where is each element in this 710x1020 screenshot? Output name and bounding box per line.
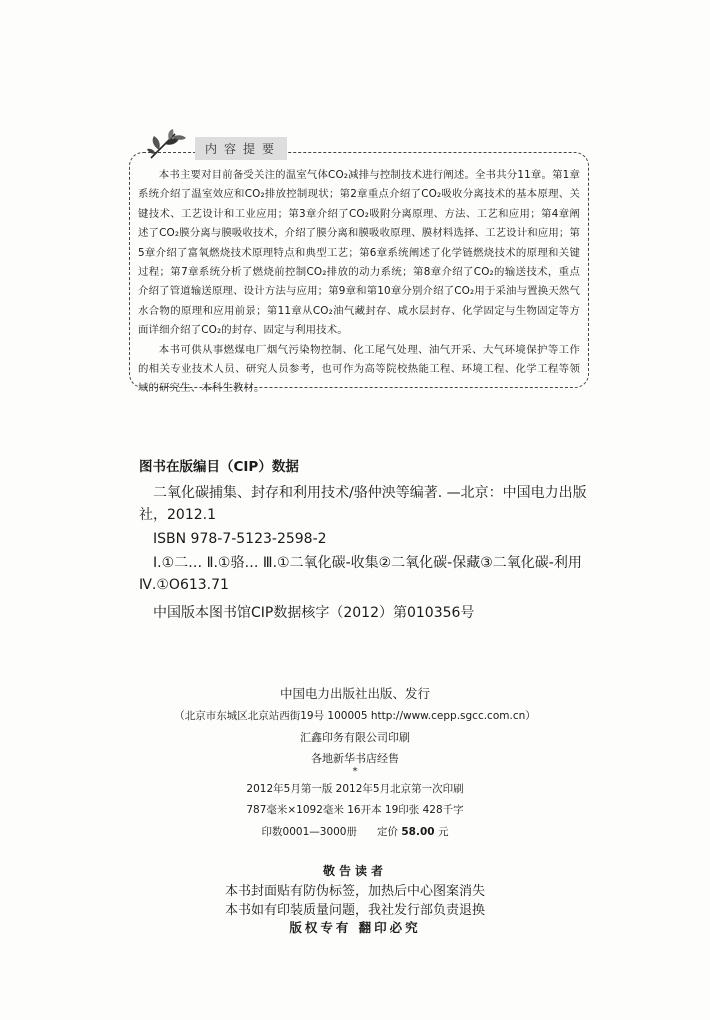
- rights-notice: 版权专有 翻印必究: [289, 920, 421, 935]
- summary-header: [145, 128, 287, 162]
- price-label: 定价: [377, 826, 399, 838]
- notice-line-2: 本书如有印装质量问题，我社发行部负责退换: [224, 903, 485, 918]
- print-run-and-price: [0, 824, 710, 839]
- format-specs: 787毫米×1092毫米 16开本 19印张 428千字: [246, 804, 464, 816]
- separator-star: *: [352, 766, 358, 777]
- price-unit: 元: [437, 826, 449, 838]
- cip-classification: Ⅰ.①二… Ⅱ.①骆… Ⅲ.①二氧化碳-收集②二氧化碳-保藏③二氧化碳-利用 Ⅳ.①O613.71: [139, 555, 582, 593]
- notice-title: 敬告读者: [322, 864, 387, 878]
- cip-number: 中国版本图书馆CIP数据核字（2012）第010356号: [153, 605, 475, 621]
- publisher-main: 中国电力出版社出版、发行: [279, 686, 430, 701]
- cip-bibliographic-line: 二氧化碳捕集、封存和利用技术/骆仲泱等编著. —北京：中国电力出版社，2012.1: [139, 485, 587, 523]
- print-run: 印数0001—3000册: [261, 826, 357, 838]
- cip-isbn: ISBN 978-7-5123-2598-2: [153, 531, 327, 547]
- publisher-distributor: 各地新华书店经售: [311, 752, 399, 765]
- cip-title: 图书在版编目（CIP）数据: [139, 459, 299, 475]
- leaf-sprig-icon: [145, 128, 189, 162]
- summary-paragraph-2: 本书可供从事燃煤电厂烟气污染物控制、化工尾气处理、油气开采、大气环境保护等工作的相关专业技术人员、研究人员参考，也可作为高等院校热能工程、环境工程、化学工程等领域的研究生、本科生教材。: [138, 343, 580, 395]
- price-value: 58.00: [401, 826, 435, 838]
- summary-paragraph-1: 本书主要对目前备受关注的温室气体CO₂减排与控制技术进行阐述。全书共分11章。第1章系统介绍了温室效应和CO₂排放控制现状；第2章重点介绍了CO₂吸收分离技术的基本原理、关键技术、工艺设计和工业应用；第3章介绍了CO₂吸附分离原理、方法、工艺和应用；第4章阐述了CO₂膜分离与膜吸收技术，介绍了膜分离和膜吸收原理、膜材料选择、工艺设计和应用；第5章介绍了富氧燃烧技术原理特点和典型工艺；第6章系统阐述了化学链燃烧技术的原理和关键过程；第7章系统分析了燃烧前控制CO₂排放的动力系统；第8章介绍了CO₂的输送技术，重点介绍了管道输送原理、设计方法与应用；第9章和第10章分别介绍了CO₂用于采油与置换天然气水合物的原理和应用前景；第11章从CO₂油气藏封存、咸水层封存、化学固定与生物固定等方面详细介绍了CO₂的封存、固定与利用技术。: [138, 169, 580, 337]
- publisher-address: （北京市东城区北京站西街19号 100005 http://www.cepp.sgcc.com.cn）: [174, 710, 536, 722]
- summary-label: 内容提要: [195, 137, 287, 160]
- edition-info: 2012年5月第一版 2012年5月北京第一次印刷: [246, 783, 464, 795]
- summary-text: [138, 166, 580, 399]
- publisher-printer: 汇鑫印务有限公司印刷: [300, 731, 410, 744]
- notice-line-1: 本书封面贴有防伪标签，加热后中心图案消失: [224, 884, 485, 899]
